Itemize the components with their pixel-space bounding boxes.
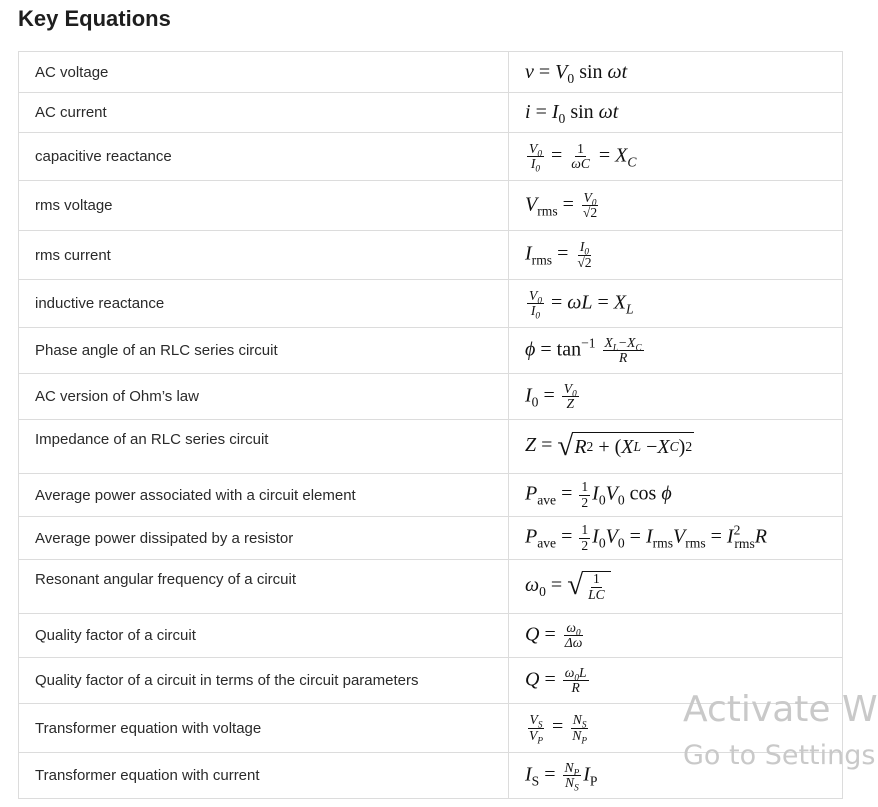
table-row — [19, 753, 843, 799]
row-equation: $I_S$ = $\frac{N_P}{N_S}$ $I_P$ — [509, 753, 843, 799]
table-row — [19, 420, 843, 474]
row-label: rms current — [19, 231, 509, 280]
row-equation: $\phi = \tan^{-1}$ $\frac{X_L-X_C}{R}$ — [509, 328, 843, 374]
row-label: Quality factor of a circuit in terms of the circuit parameters — [19, 658, 509, 704]
row-equation: Q = $\frac{\omega_0L}{R}$ — [509, 658, 843, 704]
table-row — [19, 704, 843, 753]
row-equation: $I_0$ = $\frac{V_0}{Z}$ — [509, 374, 843, 420]
table-row — [19, 93, 843, 133]
row-label: Transformer equation with voltage — [19, 704, 509, 753]
row-label: AC version of Ohm’s law — [19, 374, 509, 420]
row-equation: $\frac{V_0}{I_0}$ = $\omega L = X_L$ — [509, 280, 843, 328]
row-equation: $i = I_0$ sin ωt — [509, 93, 843, 133]
row-label: Transformer equation with current — [19, 753, 509, 799]
row-equation: Q = $\frac{\omega_0}{\Delta\omega}$ — [509, 614, 843, 658]
row-equation: $v = V_0$ sin ωt — [509, 52, 843, 93]
table-row — [19, 280, 843, 328]
table-row — [19, 560, 843, 614]
row-label: rms voltage — [19, 181, 509, 231]
page-title: Key Equations — [18, 6, 171, 31]
table-row — [19, 328, 843, 374]
row-equation: $P_{ave}$ = $\frac{1}{2}$ $I_0V_0$ cos ϕ — [509, 474, 843, 517]
row-equation: $\omega_0$ = √ 1 LC — [509, 560, 843, 614]
row-equation: $\frac{V_0}{I_0}$ = $\frac{1}{\omega C}$ = $X_C$ — [509, 133, 843, 181]
table-row — [19, 231, 843, 280]
row-label: AC voltage — [19, 52, 509, 93]
table-row — [19, 133, 843, 181]
table-row — [19, 374, 843, 420]
row-label: Average power dissipated by a resistor — [19, 517, 509, 560]
row-label: Resonant angular frequency of a circuit — [19, 560, 509, 614]
row-label: capacitive reactance — [19, 133, 509, 181]
table-row — [19, 614, 843, 658]
table-row — [19, 658, 843, 704]
row-label: Impedance of an RLC series circuit — [19, 420, 509, 474]
table-row — [19, 517, 843, 560]
row-label: AC current — [19, 93, 509, 133]
row-label: inductive reactance — [19, 280, 509, 328]
row-equation: $I_{rms}$ = $\frac{I_0}{√2}$ — [509, 231, 843, 280]
row-equation: $\frac{V_S}{V_P}$ = $\frac{N_S}{N_P}$ — [509, 704, 843, 753]
table-row — [19, 181, 843, 231]
table-row — [19, 474, 843, 517]
watermark-line-2: Go to Settings — [683, 740, 876, 771]
row-equation: $V_{rms}$ = $\frac{V_0}{√2}$ — [509, 181, 843, 231]
row-equation: Z = √ R 2 + ( X L − X C ) 2 — [509, 420, 843, 474]
row-equation: $P_{ave}$ = $\frac{1}{2}$ $I_0V_0 = I_{rms}V_{rms} = I^2_{rms}R$ — [509, 517, 843, 560]
row-label: Phase angle of an RLC series circuit — [19, 328, 509, 374]
row-label: Quality factor of a circuit — [19, 614, 509, 658]
equations-table — [18, 51, 843, 799]
table-row — [19, 52, 843, 93]
watermark-line-1: Activate W — [683, 689, 878, 730]
row-label: Average power associated with a circuit element — [19, 474, 509, 517]
